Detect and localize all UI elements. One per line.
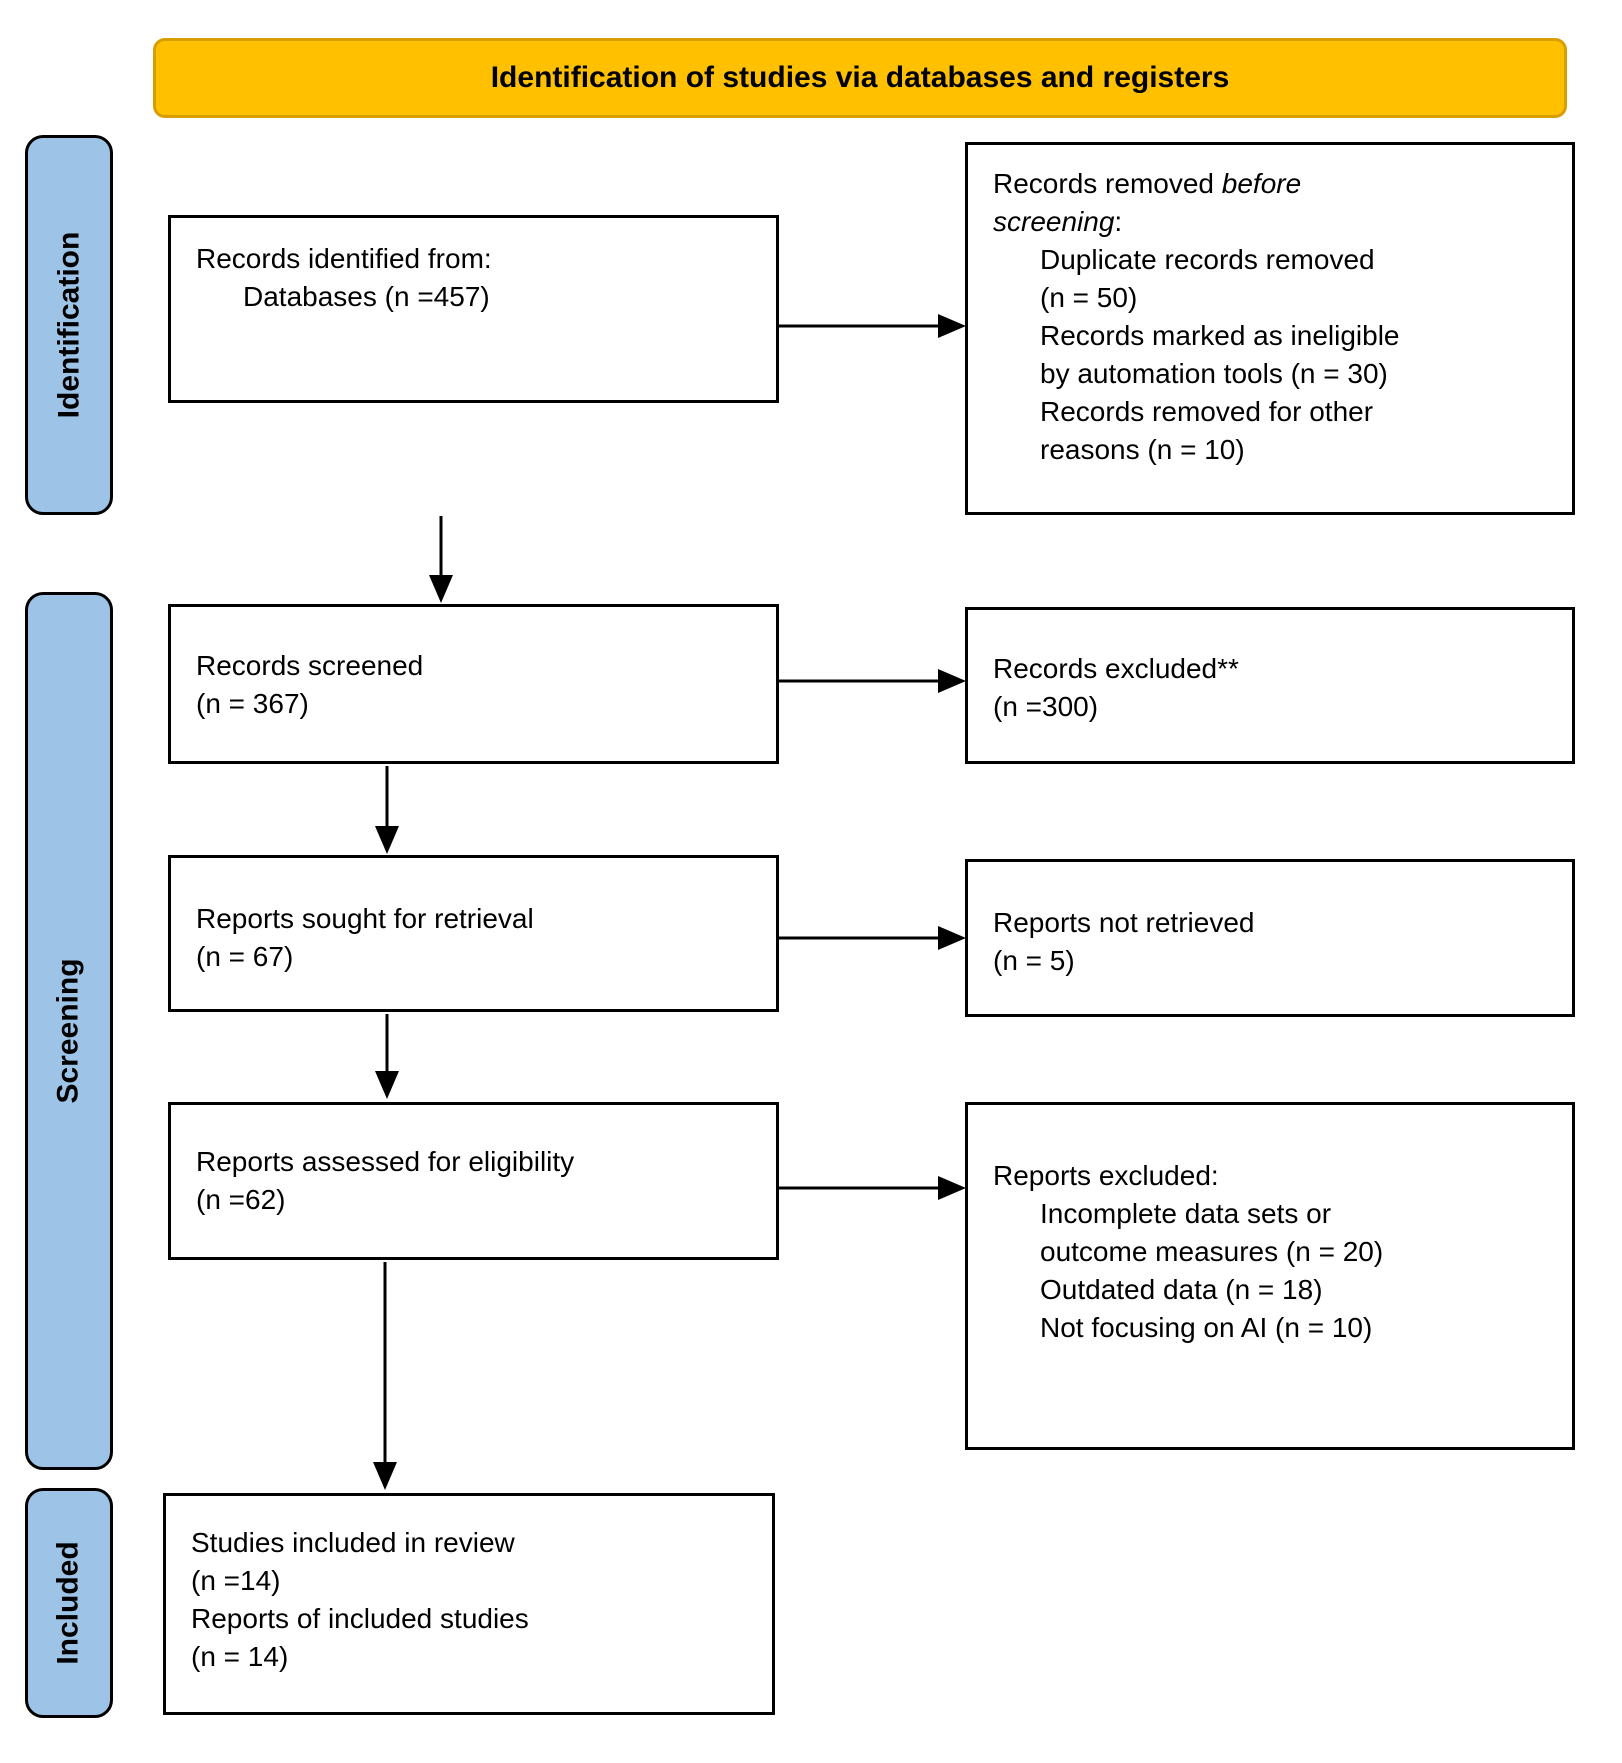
stage-included <box>25 1488 113 1718</box>
stage-identification <box>25 135 113 515</box>
banner-title: Identification of studies via databases and registers <box>153 38 1567 118</box>
box-text-line: (n = 50) <box>1040 282 1138 313</box>
box-text-line: Incomplete data sets or <box>1040 1198 1332 1229</box>
studies-included-box <box>163 1493 775 1715</box>
box-text-line: Records marked as ineligible <box>1040 320 1400 351</box>
arrowhead-screened-to-sought <box>375 826 399 854</box>
arrowhead-assessed-to-included <box>373 1462 397 1490</box>
box-text-line: screening: <box>993 206 1123 237</box>
arrowhead-screened-to-excluded <box>938 669 966 693</box>
box-text-line: Records screened <box>196 650 424 681</box>
box-text-line: reasons (n = 10) <box>1040 434 1245 465</box>
box-text-line: (n =62) <box>196 1184 286 1215</box>
box-text-line: Reports of included studies <box>191 1603 529 1634</box>
box-text-line: (n = 67) <box>196 941 294 972</box>
arrowhead-assessed-to-excluded <box>938 1176 966 1200</box>
records-excluded-box <box>965 607 1575 764</box>
box-text-line: Records removed before <box>993 168 1302 199</box>
box-text-line: Studies included in review <box>191 1527 515 1558</box>
box-text-line: (n = 5) <box>993 945 1075 976</box>
records-identified-box <box>168 215 779 403</box>
stage-screening-label: Screening <box>52 958 85 1104</box>
box-text-line: Databases (n =457) <box>243 281 490 312</box>
box-text-line: (n =300) <box>993 691 1099 722</box>
reports-not-retrieved-box <box>965 859 1575 1017</box>
arrowhead-identified-to-removed <box>938 314 966 338</box>
box-text-line: Reports sought for retrieval <box>196 903 534 934</box>
box-text-line: Reports not retrieved <box>993 907 1255 938</box>
box-text-line: Reports assessed for eligibility <box>196 1146 575 1177</box>
box-text-line: Duplicate records removed <box>1040 244 1375 275</box>
box-text-line: Outdated data (n = 18) <box>1040 1274 1323 1305</box>
box-text-line: Records excluded** <box>993 653 1239 684</box>
box-text-line: outcome measures (n = 20) <box>1040 1236 1384 1267</box>
box-text-line: (n =14) <box>191 1565 281 1596</box>
stage-screening <box>25 592 113 1470</box>
box-text-line: Records identified from: <box>196 243 492 274</box>
arrowhead-identified-to-screened <box>429 575 453 603</box>
stage-identification-label: Identification <box>52 231 86 419</box>
stage-included-label: Included <box>52 1541 85 1665</box>
box-text-line: Not focusing on AI (n = 10) <box>1040 1312 1373 1343</box>
records-removed-box <box>965 142 1575 515</box>
box-text-line: Reports excluded: <box>993 1160 1219 1191</box>
records-screened-box <box>168 604 779 764</box>
box-text-line: (n = 367) <box>196 688 309 719</box>
box-text-line: by automation tools (n = 30) <box>1040 358 1388 389</box>
reports-sought-box <box>168 855 779 1012</box>
reports-excluded-box <box>965 1102 1575 1450</box>
arrowhead-sought-to-not-retrieved <box>938 926 966 950</box>
box-text-line: (n = 14) <box>191 1641 289 1672</box>
arrowhead-sought-to-assessed <box>375 1071 399 1099</box>
box-text-line: Records removed for other <box>1040 396 1374 427</box>
reports-assessed-box <box>168 1102 779 1260</box>
